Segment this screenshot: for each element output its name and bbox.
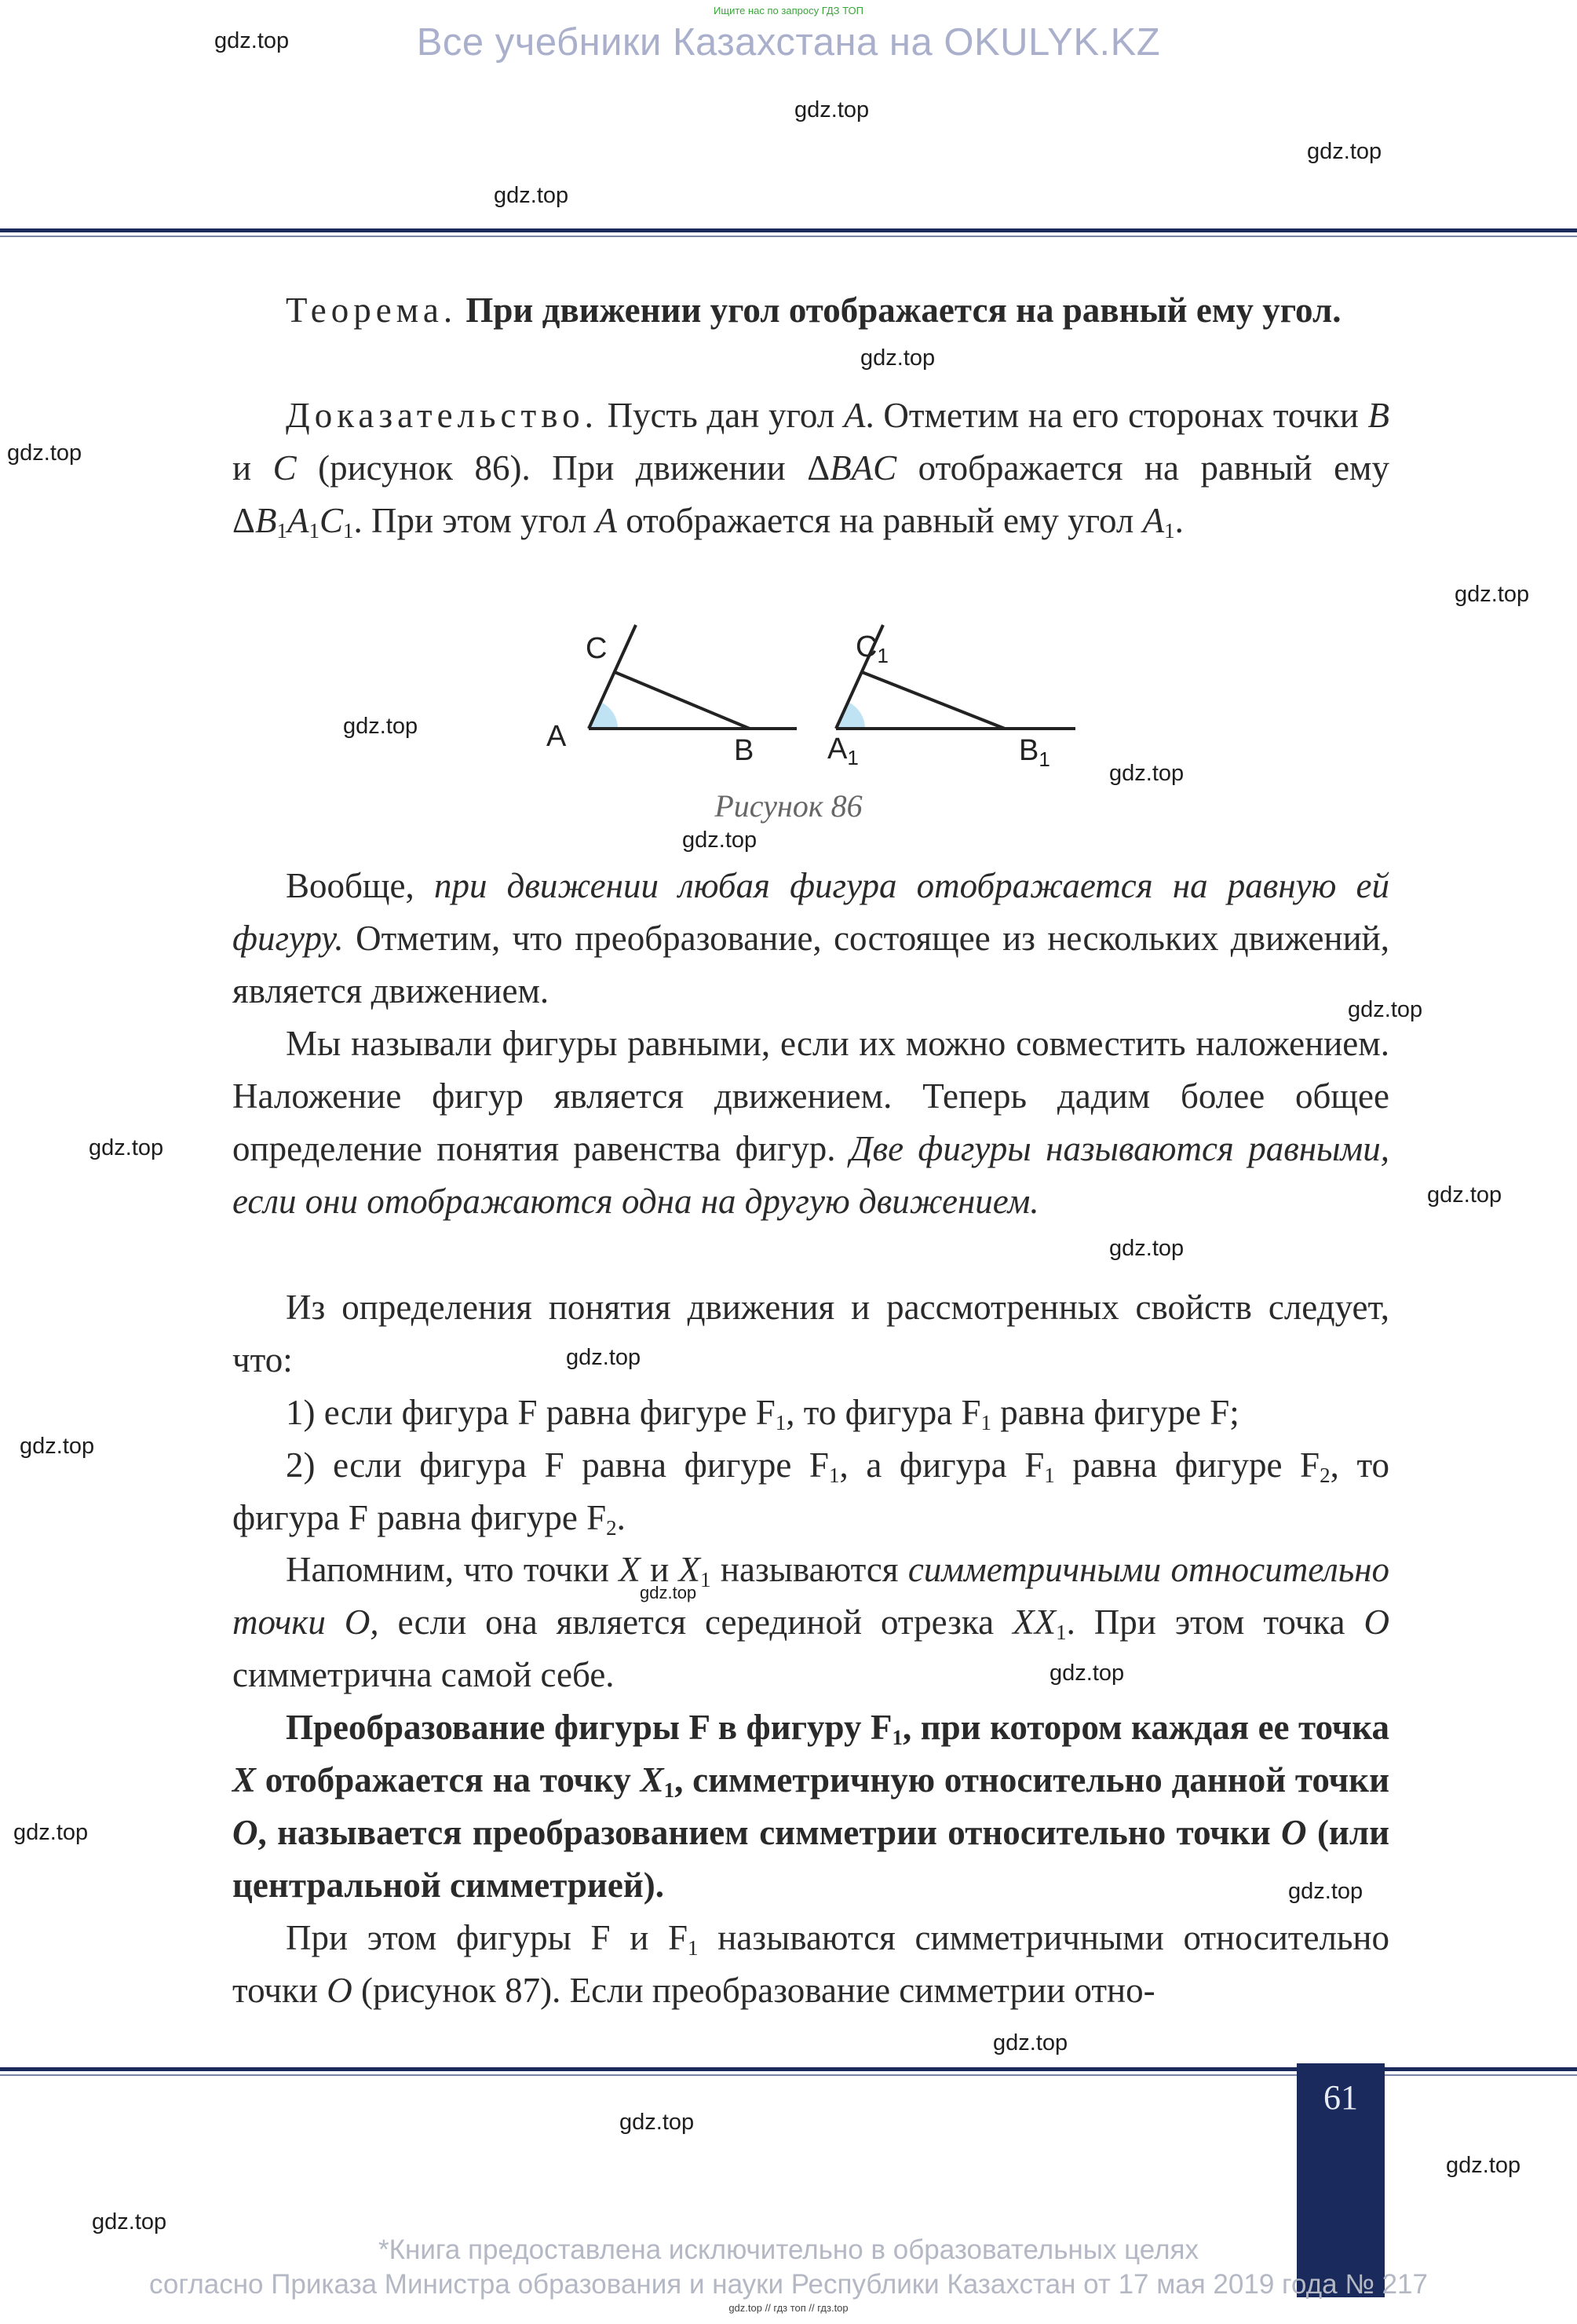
text: . При этом точка (1066, 1602, 1345, 1642)
var: X (678, 1550, 701, 1589)
text: , называется преобразованием симметрии относительно точки (257, 1813, 1271, 1852)
theorem-lead: Теорема. (286, 290, 458, 330)
watermark: gdz.top (993, 2030, 1068, 2055)
subscript: 1 (700, 1567, 711, 1591)
text: . При этом угол (353, 501, 587, 540)
footer-line-2: согласно Приказа Министра образования и науки Республики Казахстан от 17 мая 2019 года № 217 (148, 2269, 1428, 2300)
watermark: gdz.top (1348, 997, 1423, 1022)
text: Преобразование фигуры F в фигуру F (286, 1708, 893, 1747)
var: A (1142, 501, 1165, 540)
text: 1) если фигура F равна фигуре F (286, 1393, 776, 1432)
footer-line-1: *Книга предоставлена исключительно в образовательных целях (378, 2234, 1199, 2265)
watermark: gdz.top (214, 28, 290, 53)
italic-statement: при движении любая фигура отображается на равную ей фигуру. (232, 866, 1389, 958)
definition-italic: Две фигуры называются равными, если они отображаются одна на другую движением. (232, 1129, 1390, 1221)
subscript: 1 (308, 518, 319, 543)
watermark: gdz.top (1109, 1236, 1185, 1261)
general-paragraph (232, 860, 1389, 1018)
figure-86 (534, 620, 1099, 777)
search-hint: Ищите нас по запросу ГДЗ ТОП (714, 5, 863, 16)
var: O (327, 1971, 352, 2010)
var: A (595, 501, 618, 540)
var: BAC (830, 448, 897, 488)
subscript: 1 (980, 1410, 992, 1434)
var: A (843, 396, 866, 435)
watermark: gdz.top (343, 714, 418, 739)
text: отображается на равный ему Δ (232, 448, 1390, 540)
header-rule-thin (0, 236, 1577, 237)
watermark: gdz.top (566, 1345, 641, 1370)
text: и (232, 448, 252, 488)
text: (рисунок 87). Если преобразование симметрии отно- (360, 1971, 1155, 2010)
subscript: 1 (1056, 1620, 1067, 1644)
segment-c1b1 (862, 672, 1005, 729)
var: X (232, 1760, 257, 1800)
watermark: gdz.top (92, 2209, 167, 2234)
watermark: gdz.top (1446, 2153, 1521, 2178)
var: X (640, 1760, 664, 1800)
symmetric-figures-paragraph (232, 1912, 1389, 2017)
theorem-paragraph (232, 284, 1389, 337)
text: равна фигуре F; (1000, 1393, 1239, 1432)
watermark: gdz.top (7, 440, 82, 466)
subscript: 1 (1044, 1463, 1055, 1487)
subscript: 1 (828, 1463, 840, 1487)
text: симметрична самой себе. (232, 1655, 615, 1694)
text: отображается на равный ему угол (626, 501, 1134, 540)
text: Вообще, (286, 866, 414, 905)
text: равна фигуре F (1072, 1445, 1320, 1485)
site-banner[interactable]: Все учебники Казахстана на OKULYK.KZ (416, 21, 1161, 64)
text: Из определения понятия движения и рассмотренных свойств следует, что: (232, 1288, 1389, 1379)
subscript: 1 (663, 1778, 675, 1802)
watermark: gdz.top (619, 2110, 695, 2135)
label-a1: $A_1$ (827, 733, 859, 769)
label-b: B (734, 734, 754, 767)
text: , при котором каждая ее точка (902, 1708, 1389, 1747)
var: O (1363, 1602, 1390, 1642)
text: . (616, 1498, 626, 1537)
watermark: gdz.top (860, 345, 936, 371)
subscript: 2 (606, 1515, 617, 1540)
watermark: gdz.top (1288, 1879, 1363, 1904)
var: X (619, 1550, 641, 1589)
equality-paragraph (232, 1018, 1389, 1228)
symmetric-points-paragraph (232, 1544, 1389, 1701)
text: , то фигура F равна фигуре F (232, 1445, 1390, 1537)
label-c1: $C_1$ (856, 630, 889, 667)
subscript: 1 (1164, 518, 1175, 543)
watermark: gdz.top (13, 1820, 89, 1845)
text: (или центральной симметрией). (232, 1813, 1390, 1905)
text: При этом фигуры F и F (286, 1918, 688, 1957)
var: B (1367, 396, 1390, 435)
proof-lead: Доказательство. (286, 396, 598, 435)
watermark: gdz.top (1307, 139, 1382, 164)
subscript: 1 (892, 1725, 903, 1749)
subscript: 1 (276, 518, 287, 543)
text: Напомним, что точки (286, 1550, 609, 1589)
text: . Отметим на его сторонах точки (865, 396, 1359, 435)
subscript: 1 (688, 1935, 699, 1960)
watermark: gdz.top (1427, 1182, 1502, 1208)
watermark: gdz.top (1109, 761, 1185, 786)
text: , а фигура F (839, 1445, 1045, 1485)
proof-paragraph (232, 389, 1389, 547)
watermark: gdz.top (20, 1434, 95, 1459)
text: называются симметричными относительно точки (232, 1918, 1390, 2010)
text: отображается на точку (265, 1760, 631, 1800)
text: , симметричную относительно данной точки (674, 1760, 1389, 1800)
var: A (287, 501, 309, 540)
subscript: 1 (775, 1410, 787, 1434)
watermark: gdz.top (640, 1583, 697, 1602)
property-1 (232, 1387, 1389, 1439)
watermark: gdz.top (1455, 582, 1530, 607)
watermark: gdz.top (1050, 1661, 1125, 1686)
header-rule-thick (0, 228, 1577, 232)
text: . (1174, 501, 1184, 540)
subscript: 2 (1320, 1463, 1331, 1487)
text: (рисунок 86). При движении Δ (318, 448, 830, 488)
text: если она является серединой отрезка (397, 1602, 995, 1642)
label-c: C (586, 632, 608, 665)
text: Отметим, что преобразование, состоящее из нескольких движений, является движением. (232, 919, 1389, 1010)
subscript: 1 (342, 518, 354, 543)
figure-caption: Рисунок 86 (714, 788, 863, 824)
label-b1: $B_1$ (1019, 734, 1050, 771)
theorem-statement: При движении угол отображается на равный ему угол. (465, 290, 1342, 330)
watermark: gdz.top (494, 183, 569, 208)
var: C (319, 501, 343, 540)
var: XX (1013, 1602, 1057, 1642)
property-2 (232, 1439, 1389, 1544)
var: O (232, 1813, 258, 1852)
var: B (254, 501, 277, 540)
footer-tiny-links: gdz.top // гдз топ // гдз.top (728, 2302, 849, 2314)
watermark: gdz.top (89, 1135, 164, 1160)
properties-intro (232, 1281, 1389, 1387)
watermark: gdz.top (682, 828, 757, 853)
text: называются (720, 1550, 899, 1589)
central-symmetry-definition (232, 1701, 1389, 1912)
label-a: A (546, 720, 567, 753)
text: Пусть дан угол (607, 396, 835, 435)
var: C (272, 448, 297, 488)
term-italic: симметричными относительно точки O, (232, 1550, 1390, 1642)
text: 2) если фигура F равна фигуре F (286, 1445, 829, 1485)
watermark: gdz.top (794, 97, 870, 122)
var: O (1281, 1813, 1307, 1852)
segment-cb (615, 672, 750, 729)
page-number: 61 (1323, 2078, 1358, 2117)
text: Мы называли фигуры равными, если их можно совместить наложением. Наложение фигур является движением. Теперь дадим более общее определение понятия равенства фигур. (232, 1024, 1389, 1168)
text: , то фигура F (786, 1393, 981, 1432)
text: и (650, 1550, 670, 1589)
